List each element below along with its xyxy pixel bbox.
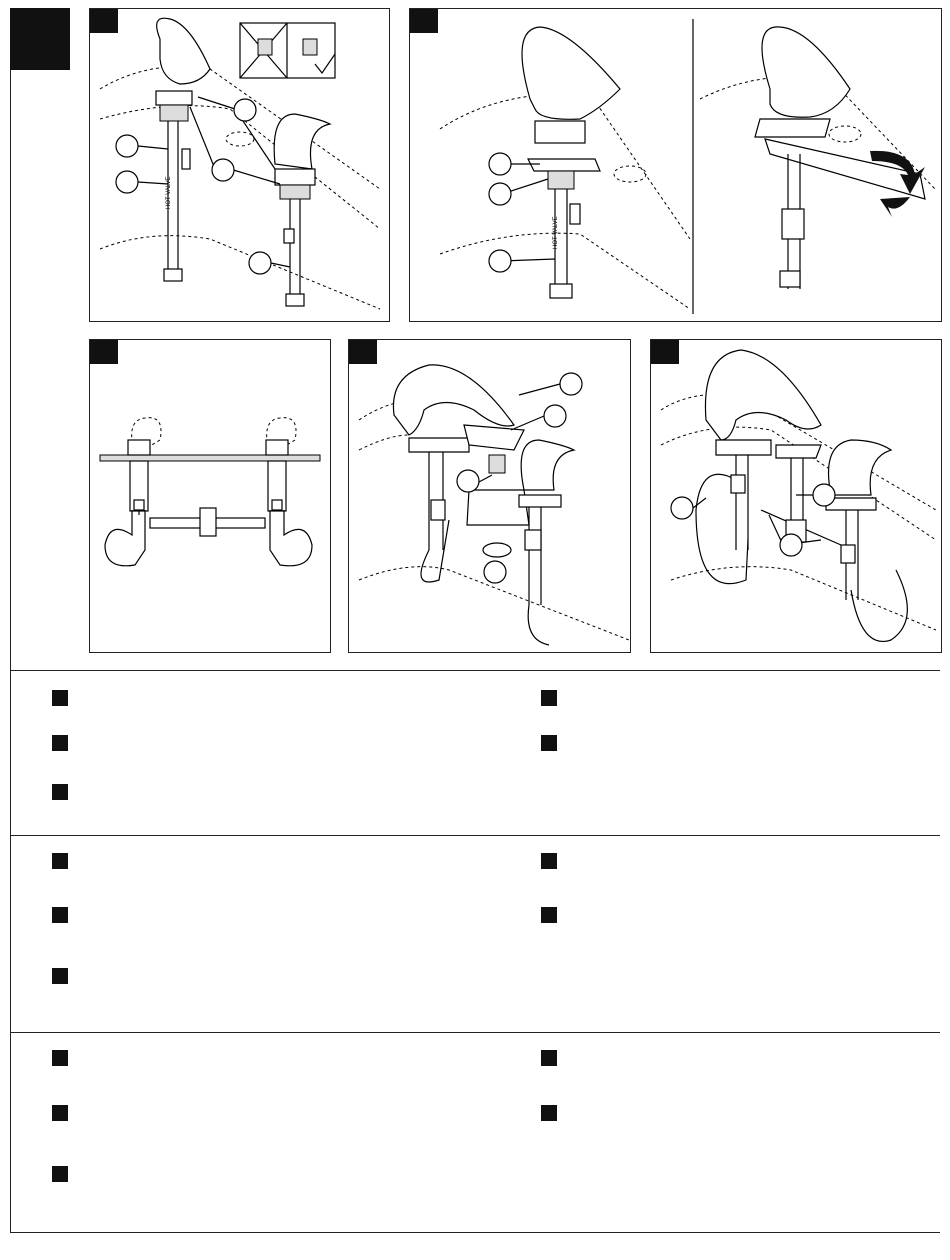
step-bullet bbox=[541, 1105, 557, 1121]
spout-assembly-illustration bbox=[349, 340, 630, 652]
figure-panel-5 bbox=[650, 339, 942, 653]
step-bullet bbox=[52, 853, 68, 869]
section-divider bbox=[10, 1032, 940, 1033]
figure-panel-1 bbox=[89, 8, 390, 322]
step-bullet bbox=[541, 907, 557, 923]
step-bullet bbox=[52, 1105, 68, 1121]
section-divider bbox=[10, 670, 940, 671]
hose-label: HOT VALVE bbox=[553, 216, 559, 249]
step-bullet bbox=[541, 1050, 557, 1066]
step-bullet bbox=[52, 690, 68, 706]
left-margin-rule bbox=[10, 8, 11, 1232]
step-bullet bbox=[52, 907, 68, 923]
figure-panel-4 bbox=[348, 339, 631, 653]
figure-panel-2 bbox=[409, 8, 942, 322]
language-tab bbox=[10, 8, 70, 70]
section-divider bbox=[10, 835, 940, 836]
section-divider bbox=[10, 1232, 940, 1233]
step-bullet bbox=[52, 1166, 68, 1182]
step-bullet bbox=[52, 1050, 68, 1066]
hose-label: HOT VALVE bbox=[166, 176, 172, 209]
step-bullet bbox=[52, 784, 68, 800]
hose-connection-illustration bbox=[651, 340, 941, 652]
step-bullet bbox=[52, 968, 68, 984]
mounting-hardware-illustration bbox=[410, 9, 941, 321]
step-bullet bbox=[541, 735, 557, 751]
valve-install-illustration bbox=[90, 9, 389, 321]
step-bullet bbox=[541, 853, 557, 869]
underside-view-illustration bbox=[90, 340, 330, 652]
figure-panel-3 bbox=[89, 339, 331, 653]
step-bullet bbox=[541, 690, 557, 706]
step-bullet bbox=[52, 735, 68, 751]
